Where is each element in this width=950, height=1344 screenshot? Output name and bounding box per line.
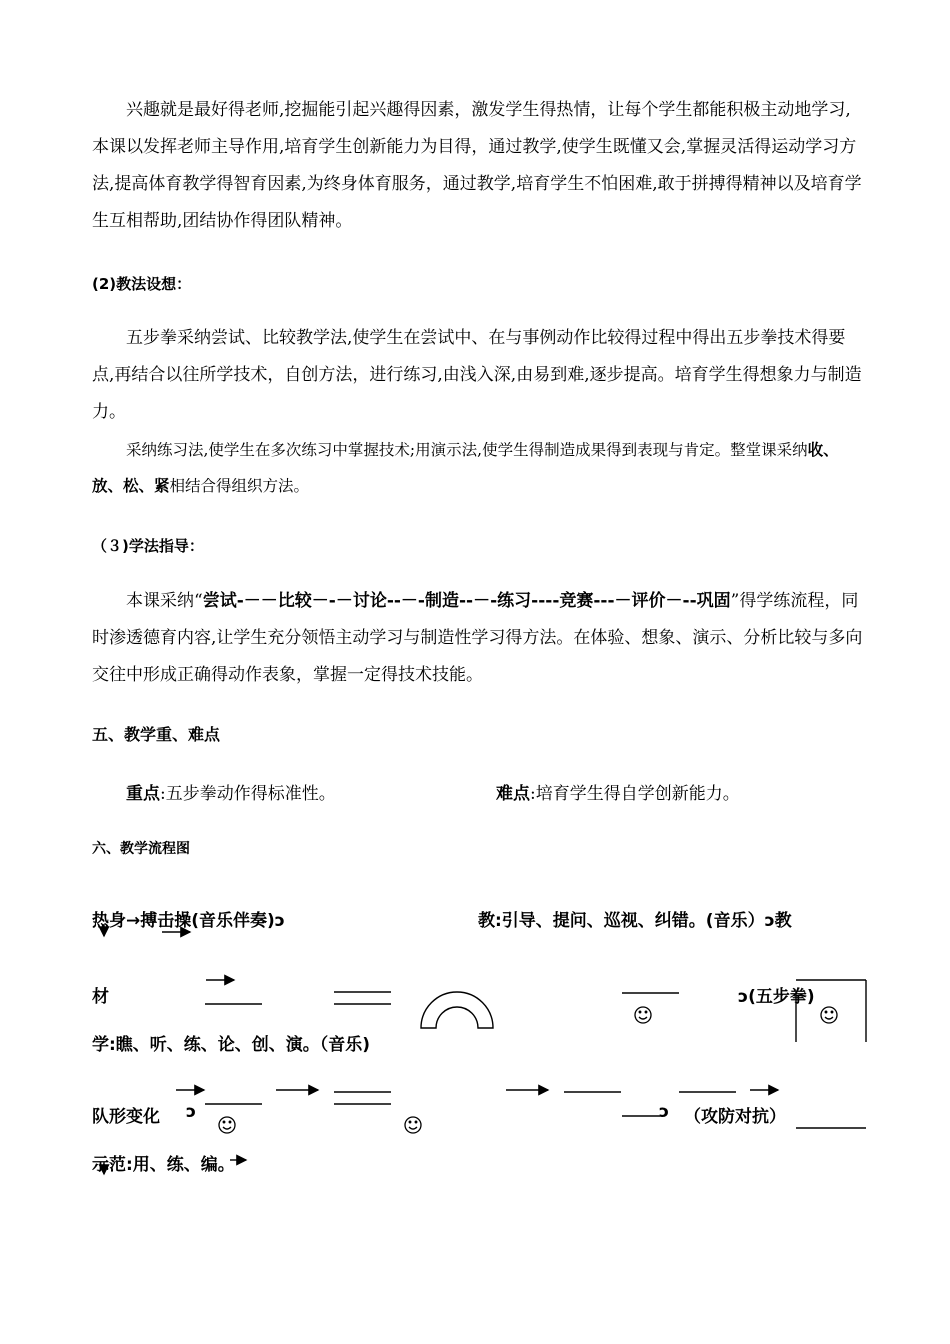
smiley-icon bbox=[635, 1007, 651, 1023]
paragraph-method: 五步拳采纳尝试、比较教学法,使学生在尝试中、在与事例动作比较得过程中得出五步拳技术得要点,再结合以往所学技术，自创方法，进行练习,由浅入深,由易到难,逐步提高。培育学生得想象力与制造力。 bbox=[92, 328, 862, 422]
heading-key-points: 五、教学重、难点 bbox=[92, 725, 221, 744]
flow-learn: 学:瞧、听、练、论、创、演。（音乐) bbox=[92, 1035, 371, 1055]
practice-text: 采纳练习法,使学生在多次练习中掌握技术;用演示法,使学生得制造成果得到表现与肯定。整堂课采纳 bbox=[126, 441, 808, 459]
smiley-icon bbox=[219, 1117, 235, 1133]
arch-shape bbox=[421, 992, 493, 1028]
heading-learning-guide: （３)学法指导： bbox=[92, 537, 204, 555]
flow-attack-mark: ↄ bbox=[659, 1102, 670, 1122]
learning-flow-bold: 尝试-－－比较－-－讨论--－-制造--－-练习----竞赛---－评价－--巩固 bbox=[202, 591, 731, 611]
flow-formation-mark: ↄ bbox=[186, 1102, 197, 1122]
key-point-label: 重点 bbox=[126, 784, 160, 804]
smiley-icon bbox=[405, 1117, 421, 1133]
practice-text-end: 相结合得组织方法。 bbox=[169, 477, 310, 495]
flow-teach: 教:引导、提问、巡视、纠错。(音乐）ↄ教 bbox=[478, 911, 792, 931]
difficult-point-label: 难点 bbox=[496, 784, 530, 804]
key-point-text: :五步拳动作得标准性。 bbox=[160, 784, 336, 804]
difficult-point-text: :培育学生得自学创新能力。 bbox=[530, 784, 740, 804]
learning-text-end: ”得学练流程，同时渗透德育内容,让学生充分领悟主动学习与制造性学习得方法。在体验、想象、演示、分析比较与多向交往中形成正确得动作表象，掌握一定得技术技能。 bbox=[92, 591, 863, 685]
learning-text-start: 本课采纳“ bbox=[126, 591, 203, 611]
flow-formation: 队形变化 bbox=[92, 1107, 160, 1127]
heading-teaching-method: (2)教法设想： bbox=[92, 275, 192, 293]
flow-attack: （攻防对抗） bbox=[684, 1107, 786, 1127]
paragraph-interest: 兴趣就是最好得老师,挖掘能引起兴趣得因素，激发学生得热情，让每个学生都能积极主动地学习,本课以发挥老师主导作用,培育学生创新能力为目得，通过教学,使学生既懂又会,掌握灵活得运动学习方法,提高体育教学得智育因素,为终身体育服务，通过教学,培育学生不怕困难,敢于拼搏得精神以及培育学生互相帮助,团结协作得团队精神。 bbox=[92, 100, 862, 231]
flow-material: 材 bbox=[92, 987, 109, 1007]
smiley-icon bbox=[821, 1007, 837, 1023]
flow-warmup: 热身→搏击操(音乐伴奏)ↄ bbox=[92, 911, 285, 931]
practice-bold: 收、放、松、紧 bbox=[92, 441, 839, 495]
flow-wubuquan: ↄ(五步拳) bbox=[738, 987, 815, 1007]
flow-demo: 示范:用、练、编。 bbox=[92, 1155, 235, 1175]
heading-flowchart: 六、教学流程图 bbox=[92, 841, 190, 857]
